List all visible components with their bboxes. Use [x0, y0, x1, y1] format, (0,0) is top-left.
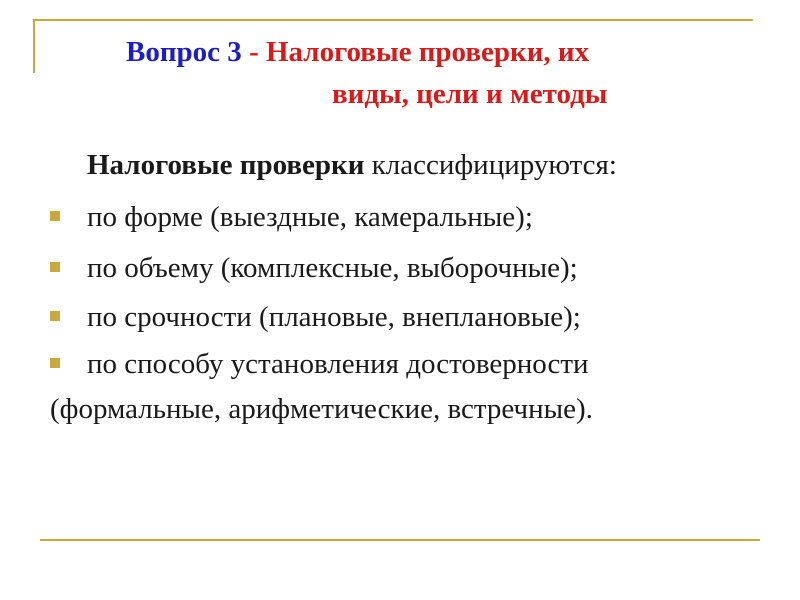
title-separator: - — [241, 36, 266, 68]
title-question-number: Вопрос 3 — [126, 36, 242, 68]
list-item-text: по форме (выездные, камеральные); — [87, 201, 533, 233]
list-item-continuation: (формальные, арифметические, встречные). — [50, 393, 593, 425]
intro-sentence — [87, 149, 617, 182]
title-main-line-1: Налоговые проверки, их — [265, 36, 590, 68]
left-accent-bar — [33, 19, 35, 73]
list-item — [50, 348, 589, 381]
bottom-divider — [40, 539, 760, 541]
top-divider — [33, 19, 753, 21]
list-item-text: по способу установления достоверности — [87, 348, 589, 380]
square-bullet-icon — [50, 311, 60, 321]
list-item — [50, 252, 578, 285]
list-item-text: по срочности (плановые, внеплановые); — [87, 301, 581, 333]
list-item-text: по объему (комплексные, выборочные); — [87, 252, 578, 284]
title-main-line-2: виды, цели и методы — [332, 78, 608, 110]
square-bullet-icon — [50, 211, 60, 221]
title-line-1 — [126, 33, 589, 71]
intro-bold-term: Налоговые проверки — [87, 149, 365, 181]
intro-rest: классифицируются: — [364, 149, 617, 181]
list-item — [50, 201, 533, 234]
square-bullet-icon — [50, 358, 60, 368]
square-bullet-icon — [50, 262, 60, 272]
list-item — [50, 301, 581, 334]
